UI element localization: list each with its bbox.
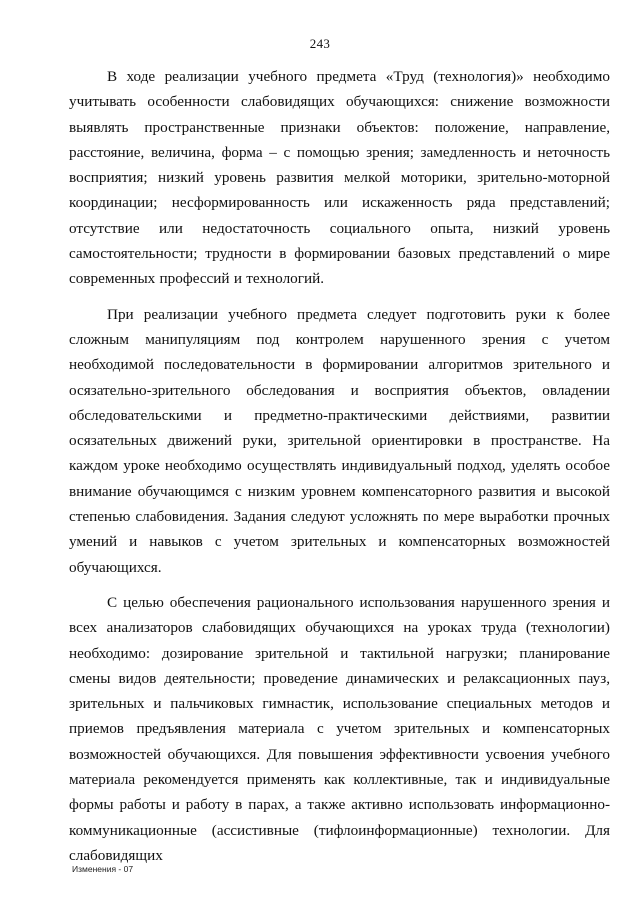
footer-note: Изменения - 07 xyxy=(72,864,134,874)
paragraph-3: С целью обеспечения рационального использования нарушенного зрения и всех анализаторов слабовидящих обучающихся на уроках труда (технологии) необходимо: дозирование зрительной и тактильной нагрузки; планирование смены видов деятельности; проведение динамических и релаксационных пауз, зрительных и пальчиковых гимнастик, использование специальных методов и приемов предъявления материала с учетом зрительных и компенсаторных возможностей обучающихся. Для повышения эффективности усвоения учебного материала рекомендуется применять как коллективные, так и индивидуальные формы работы и работу в парах, а также активно использовать информационно-коммуникационные (ассистивные (тифлоинформационные) технологии. Для слабовидящих xyxy=(69,593,610,864)
page-number: 243 xyxy=(309,36,331,51)
paragraph-1: В ходе реализации учебного предмета «Труд (технология)» необходимо учитывать особенности слабовидящих обучающихся: снижение возможности выявлять пространственные признаки объектов: положение, направление, расстояние, величина, форма – с помощью зрения; замедленность и неточность восприятия; низкий уровень развития мелкой моторики, зрительно-моторной координации; несформированность или искаженность ряда представлений; отсутствие или недостаточность социального опыта, низкий уровень самостоятельности; трудности в формировании базовых представлений о мире современных профессий и технологий. xyxy=(69,68,610,288)
paragraph-2: При реализации учебного предмета следует подготовить руки к более сложным манипуляциям под контролем нарушенного зрения с учетом необходимой последовательности в формировании алгоритмов зрительного и осязательно-зрительного обследования и восприятия объектов, овладении обследовательскими и предметно-практическими действиями, развитии осязательных движений руки, зрительной ориентировки в пространстве. На каждом уроке необходимо осуществлять индивидуальный подход, уделять особое внимание обучающимся с низким уровнем компенсаторного развития и высокой степенью слабовидения. Задания следуют усложнять по мере выработки прочных умений и навыков с учетом зрительных и компенсаторных возможностей обучающихся. xyxy=(69,305,610,576)
body-text xyxy=(69,64,610,878)
